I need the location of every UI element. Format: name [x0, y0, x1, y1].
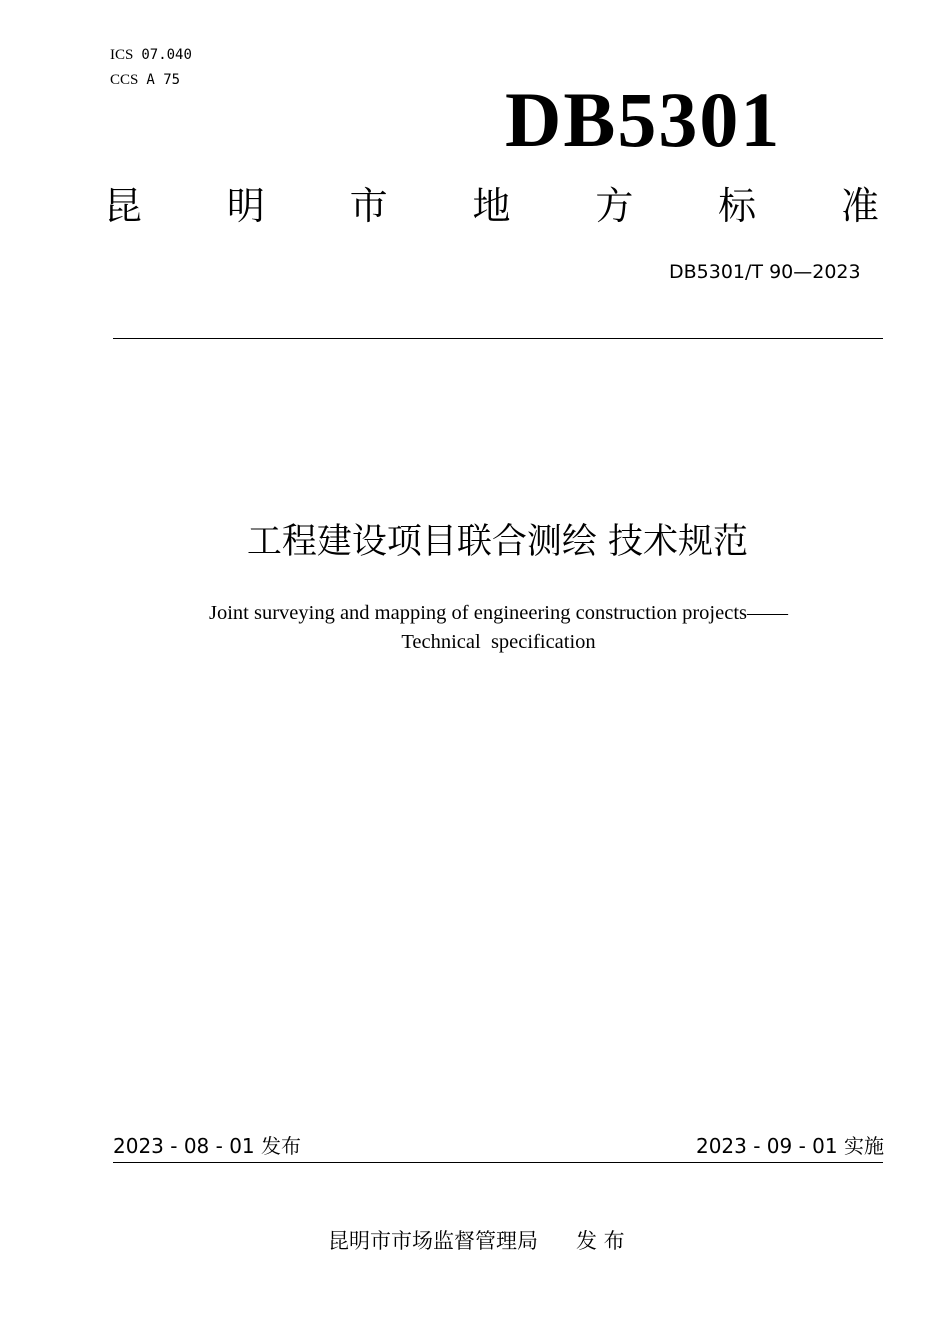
standard-type-char: 市	[349, 184, 388, 228]
standard-type-char: 明	[226, 184, 265, 228]
publisher-label: 发 布	[576, 1229, 625, 1253]
top-divider	[113, 338, 883, 339]
ics-value: 07.040	[141, 47, 192, 63]
standard-number: DB5301/T 90—2023	[669, 261, 861, 283]
title-english-line-2: Technical specification	[401, 631, 596, 653]
issue-date: 2023 - 08 - 01 发布	[113, 1134, 302, 1158]
ccs-label: CCS	[110, 72, 139, 88]
publisher-name: 昆明市市场监督管理局	[328, 1229, 538, 1253]
standard-type-char: 地	[472, 184, 511, 228]
publisher-line	[328, 1227, 625, 1255]
standard-type-char: 标	[718, 184, 757, 228]
implementation-date: 2023 - 09 - 01 实施	[695, 1134, 884, 1158]
standard-type-char: 准	[840, 184, 879, 228]
ics-label: ICS	[110, 47, 134, 63]
document-title-english	[0, 599, 950, 657]
document-title-chinese: 工程建设项目联合测绘 技术规范	[246, 522, 749, 562]
title-english-line-1: Joint surveying and mapping of engineering construction projects——	[208, 602, 788, 624]
standard-logo: DB5301	[505, 76, 782, 163]
standard-type-char: 方	[595, 184, 634, 228]
ccs-code	[110, 71, 180, 89]
standard-type-heading	[104, 182, 879, 230]
bottom-divider	[113, 1162, 883, 1163]
ccs-value: A 75	[146, 72, 181, 88]
standard-type-char: 昆	[104, 184, 143, 228]
ics-code	[110, 46, 192, 64]
